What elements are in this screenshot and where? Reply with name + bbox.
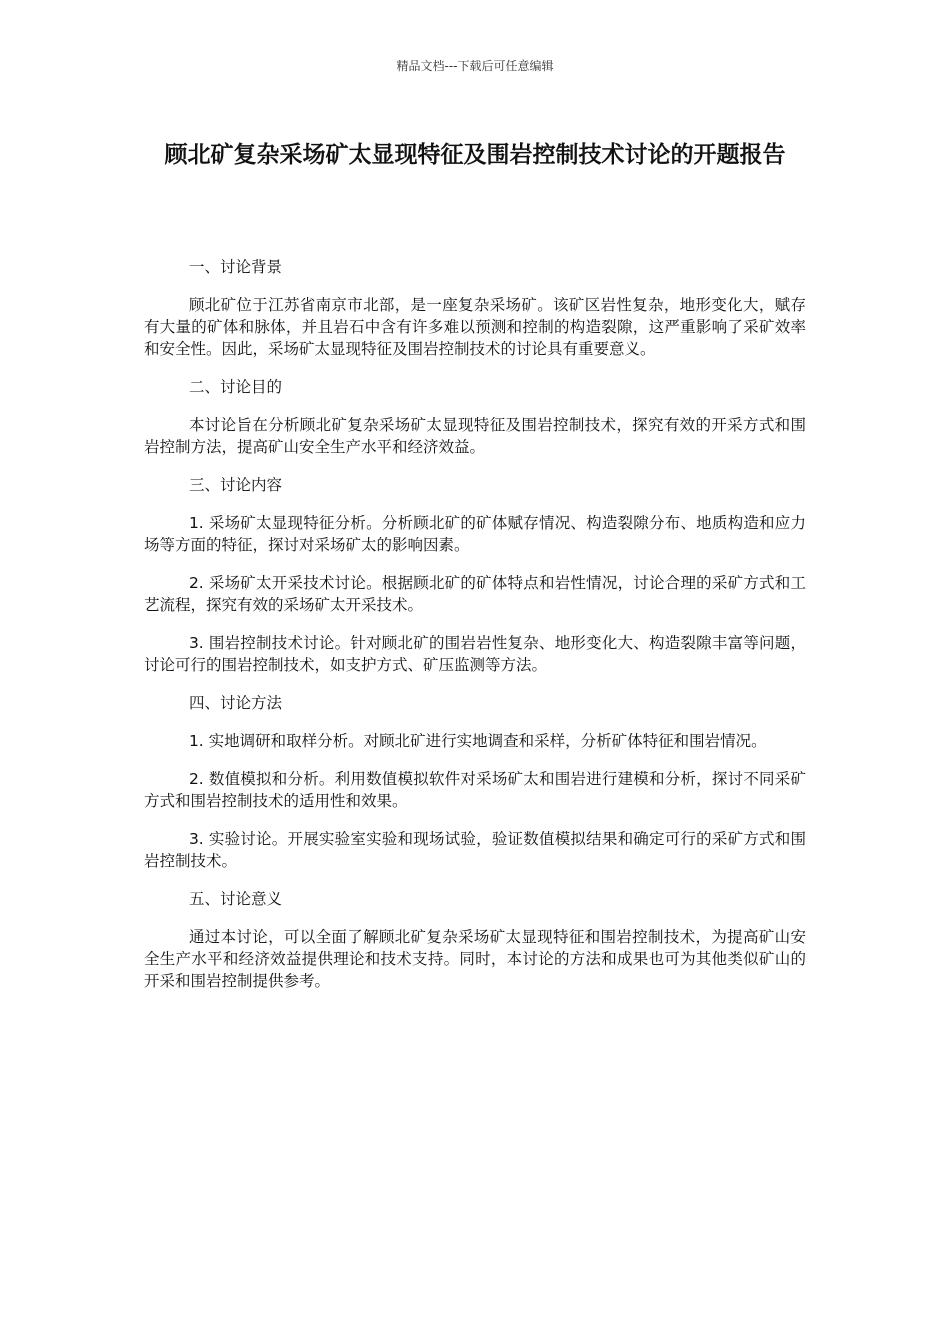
section-paragraph: 顾北矿位于江苏省南京市北部，是一座复杂采场矿。该矿区岩性复杂，地形变化大，赋存有大量的矿体和脉体，并且岩石中含有许多难以预测和控制的构造裂隙，这严重影响了采矿效率和安全性。因此，采场矿太显现特征及围岩控制技术的讨论具有重要意义。 [144, 296, 806, 358]
section-heading-content: 三、讨论内容 [188, 476, 282, 494]
section-paragraph: 1. 采场矿太显现特征分析。分析顾北矿的矿体赋存情况、构造裂隙分布、地质构造和应力场等方面的特征，探讨对采场矿太的影响因素。 [144, 514, 806, 554]
section-heading-significance: 五、讨论意义 [188, 890, 282, 908]
section-paragraph: 1. 实地调研和取样分析。对顾北矿进行实地调查和采样，分析矿体特征和围岩情况。 [188, 732, 767, 750]
section-paragraph: 3. 围岩控制技术讨论。针对顾北矿的围岩岩性复杂、地形变化大、构造裂隙丰富等问题，讨论可行的围岩控制技术，如支护方式、矿压监测等方法。 [144, 634, 806, 674]
section-heading-purpose: 二、讨论目的 [188, 378, 282, 396]
section-heading-background: 一、讨论背景 [188, 258, 282, 276]
header-note: 精品文档---下载后可任意编辑 [396, 59, 554, 73]
section-paragraph: 2. 数值模拟和分析。利用数值模拟软件对采场矿太和围岩进行建模和分析，探讨不同采矿方式和围岩控制技术的适用性和效果。 [144, 770, 806, 810]
document-title: 顾北矿复杂采场矿太显现特征及围岩控制技术讨论的开题报告 [164, 142, 786, 168]
section-paragraph: 本讨论旨在分析顾北矿复杂采场矿太显现特征及围岩控制技术，探究有效的开采方式和围岩控制方法，提高矿山安全生产水平和经济效益。 [144, 416, 806, 456]
section-paragraph: 3. 实验讨论。开展实验室实验和现场试验，验证数值模拟结果和确定可行的采矿方式和围岩控制技术。 [144, 830, 806, 870]
document-body [144, 256, 806, 1008]
section-paragraph: 2. 采场矿太开采技术讨论。根据顾北矿的矿体特点和岩性情况，讨论合理的采矿方式和工艺流程，探究有效的采场矿太开采技术。 [144, 574, 806, 614]
section-paragraph: 通过本讨论，可以全面了解顾北矿复杂采场矿太显现特征和围岩控制技术，为提高矿山安全生产水平和经济效益提供理论和技术支持。同时，本讨论的方法和成果也可为其他类似矿山的开采和围岩控制提供参考。 [144, 928, 806, 990]
section-heading-methods: 四、讨论方法 [188, 694, 282, 712]
